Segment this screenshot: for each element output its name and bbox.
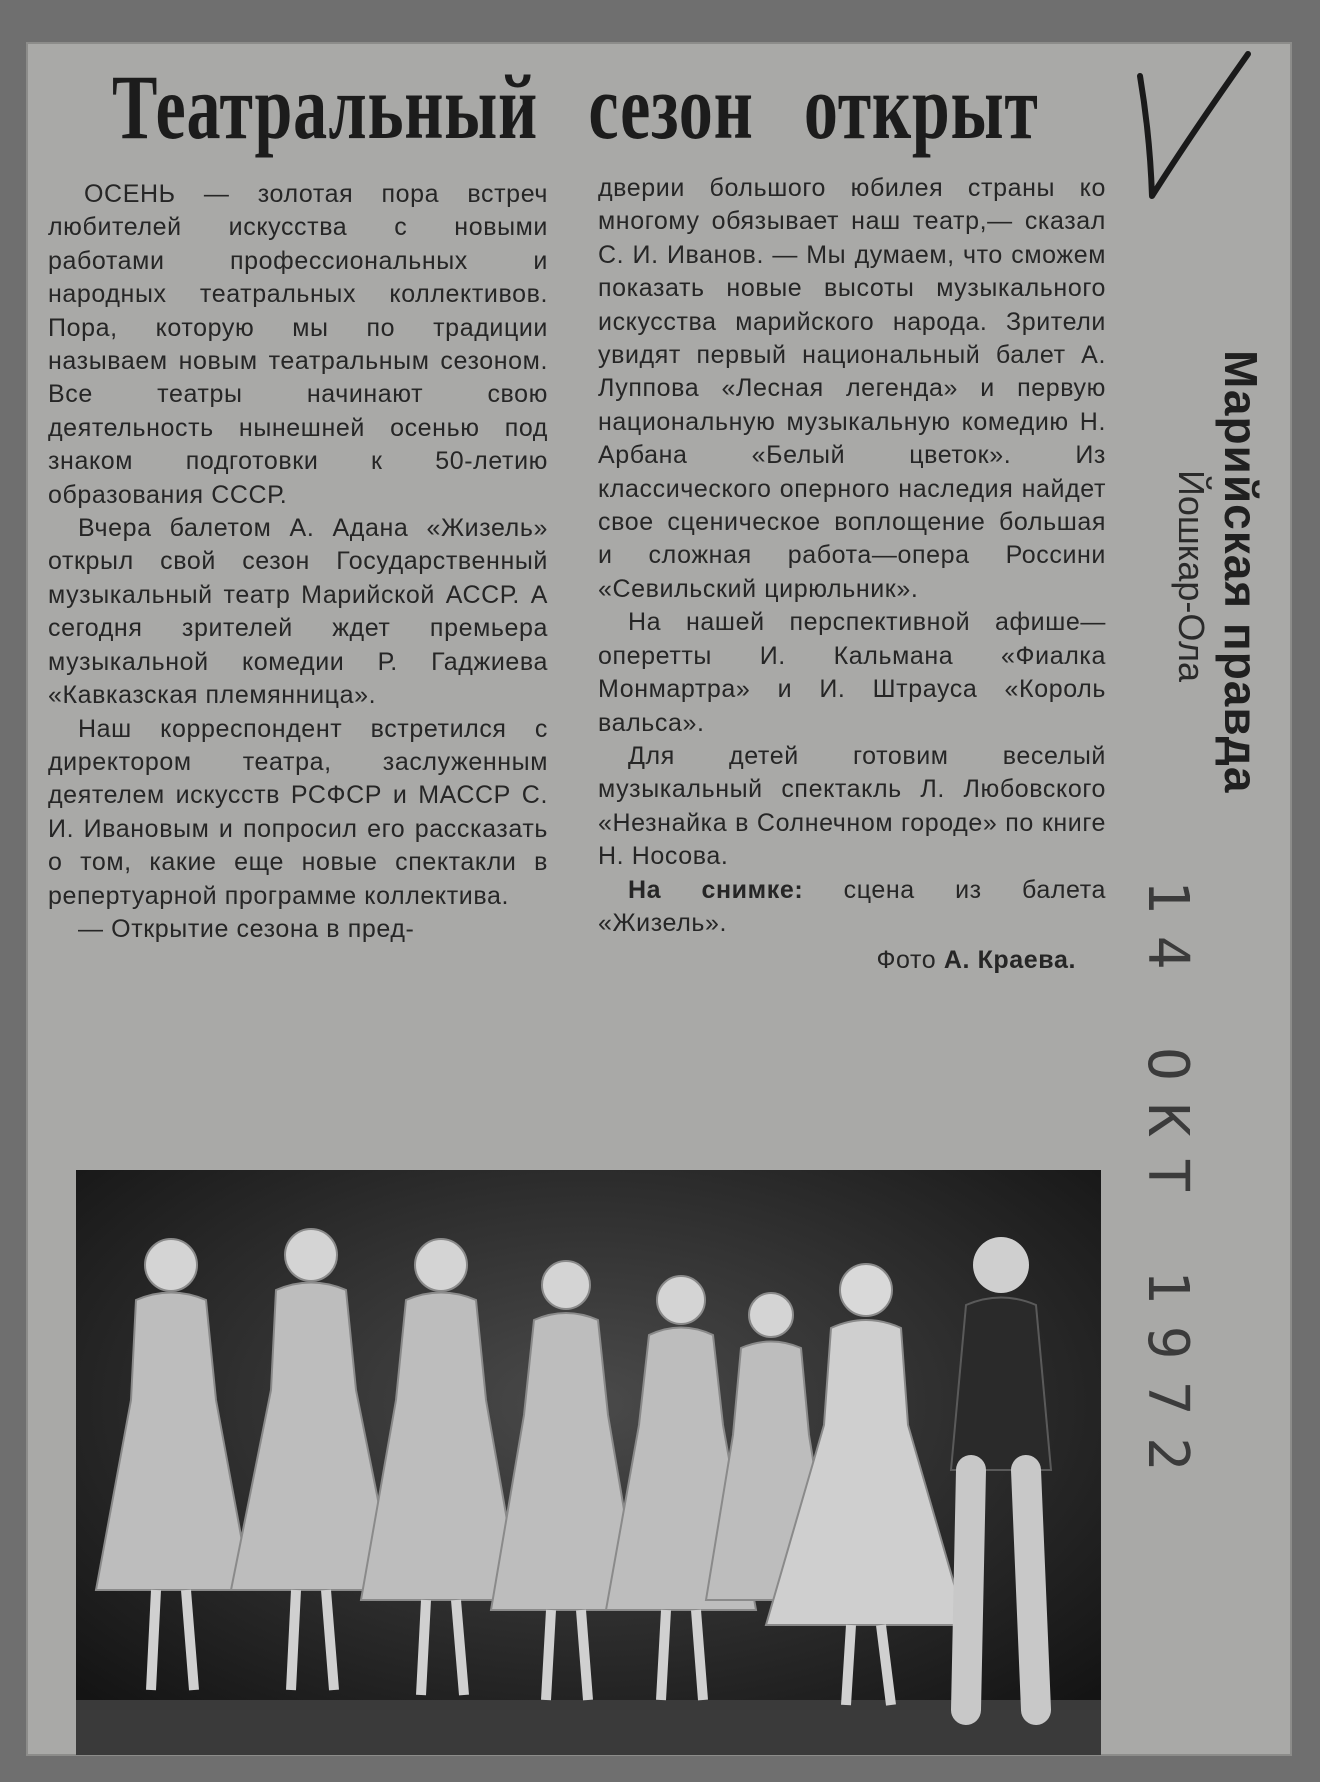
- date-stamp: 14 ОКТ 1972: [1135, 880, 1200, 1493]
- paragraph: Для детей готовим веселый музыкальный спектакль Л. Любовского «Незнайка в Солнечном городе» по книге Н. Носова.: [598, 741, 1106, 871]
- newspaper-city: Йошкар-Ола: [1171, 470, 1212, 682]
- photo-caption: [598, 874, 1106, 941]
- ballet-scene: [76, 1170, 1101, 1755]
- paragraph: Наш корреспондент встретился с директором театра, заслуженным деятелем искусств РСФСР и МАССР С. И. Ивановым и попросил его рассказать о том, какие еще новые спектакли в репертуарной программе коллектива.: [48, 714, 548, 910]
- article-headline: Театральный сезон открыт: [112, 56, 1039, 158]
- ballet-photo: [76, 1170, 1101, 1755]
- caption-text: сцена из балета «Жизель».: [598, 875, 1106, 937]
- paragraph: дверии большого юбилея страны ко многому обязывает наш театр,— сказал С. И. Иванов. — Мы думаем, что сможем показать новые высоты музыкального искусства марийского народа. Зрители увидят первый национальный балет А. Луппова «Лесная легенда» и первую национальную музыкальную комедию Н. Арбана «Белый цветок». Из классического оперного наследия найдет свое сценическое воплощение большая и сложная работа—опера Россини «Севильский цирюльник».: [598, 174, 1106, 603]
- paragraph: ОСЕНЬ — золотая пора встреч любителей искусства с новыми работами профессиональных и народных театральных коллективов. Пора, которую мы по традиции называем новым театральным сезоном. Все театры начинают свою деятельность нынешней осенью под знаком подготовки к 50-летию образования СССР.: [48, 180, 548, 509]
- newspaper-name: Марийская правда: [1215, 350, 1267, 794]
- caption-label: На снимке:: [628, 875, 804, 904]
- photo-credit: [598, 944, 1106, 977]
- paragraph: На нашей перспективной афише—оперетты И. Кальмана «Фиалка Монмартра» и И. Штрауса «Король вальса».: [598, 608, 1106, 737]
- credit-author: А. Краева.: [943, 946, 1076, 975]
- checkmark-icon: [1130, 46, 1270, 216]
- article-column-right: [598, 172, 1106, 978]
- credit-label: Фото: [876, 946, 944, 975]
- newspaper-masthead: [1170, 350, 1268, 793]
- paragraph: Вчера балетом А. Адана «Жизель» открыл свой сезон Государственный музыкальный театр Марийской АССР. А сегодня зрителей ждет премьера музыкальной комедии Р. Гаджиева «Кавказская племянница».: [48, 514, 548, 710]
- paragraph: — Открытие сезона в пред-: [78, 914, 415, 943]
- article-column-left: [48, 178, 548, 946]
